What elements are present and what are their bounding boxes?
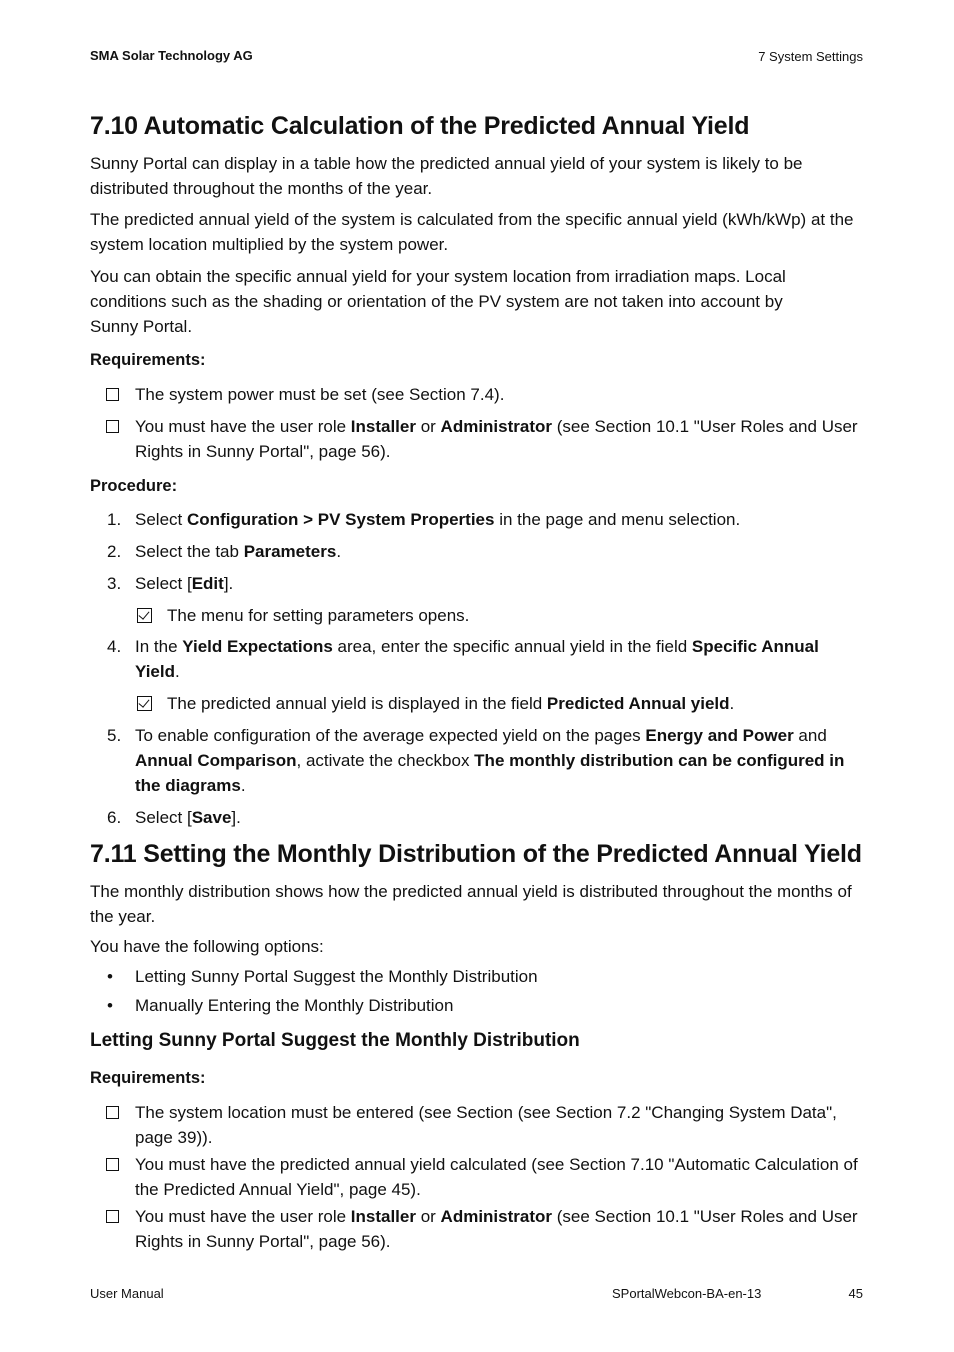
step-3-result: The menu for setting parameters opens. <box>167 606 470 625</box>
step-number: 5. <box>107 726 122 745</box>
section-710-req1: The system power must be set (see Section 7.4). <box>135 385 505 404</box>
section-711-requirements-label: Requirements: <box>90 1069 206 1087</box>
footer-doc-id: SPortalWebcon-BA-en-13 <box>612 1286 762 1301</box>
section-710-requirements-label: Requirements: <box>90 351 206 369</box>
section-711-req3: You must have the user role Installer or Administrator (see Section 10.1 "User Roles and User Rights in Sunny Portal", page 56). <box>135 1207 858 1251</box>
section-711-para1: The monthly distribution shows how the predicted annual yield is distributed throughout the months of the year. <box>90 882 852 926</box>
section-711-req1: The system location must be entered (see Section (see Section 7.2 "Changing System Data", page 39)). <box>135 1103 837 1147</box>
bullet-icon: • <box>107 996 113 1015</box>
section-711-title: 7.11 Setting the Monthly Distribution of the Predicted Annual Yield <box>90 840 862 868</box>
bullet-icon: • <box>107 967 113 986</box>
page-number: 45 <box>848 1286 863 1301</box>
step-number: 4. <box>107 637 122 656</box>
section-710-para1: Sunny Portal can display in a table how the predicted annual yield of your system is likely to be distributed throughout the months of the year. <box>90 154 803 198</box>
step-5: To enable configuration of the average expected yield on the pages Energy and Power and Annual Comparison, activate the checkbox The monthly distribution can be configured in the diagrams. <box>135 726 845 795</box>
step-number: 3. <box>107 574 122 593</box>
header-chapter: 7 System Settings <box>758 49 863 64</box>
step-1: Select Configuration > PV System Properties in the page and menu selection. <box>135 510 741 529</box>
result-check-icon <box>137 696 152 711</box>
section-710-title: 7.10 Automatic Calculation of the Predicted Annual Yield <box>90 112 750 140</box>
requirement-checkbox-icon <box>106 1210 119 1223</box>
requirement-checkbox-icon <box>106 388 119 401</box>
step-2: Select the tab Parameters. <box>135 542 342 561</box>
header-company: SMA Solar Technology AG <box>90 48 253 63</box>
step-3: Select [Edit]. <box>135 574 234 593</box>
section-710-req2: You must have the user role Installer or Administrator (see Section 10.1 "User Roles and User Rights in Sunny Portal", page 56). <box>135 417 858 461</box>
section-711-para2: You have the following options: <box>90 937 324 956</box>
section-710-para2: The predicted annual yield of the system is calculated from the specific annual yield (kWh/kWp) at the system location multiplied by the system power. <box>90 210 854 254</box>
requirement-checkbox-icon <box>106 1106 119 1119</box>
step-4: In the Yield Expectations area, enter the specific annual yield in the field Specific Annual Yield. <box>135 637 819 681</box>
step-number: 2. <box>107 542 122 561</box>
requirement-checkbox-icon <box>106 420 119 433</box>
step-6: Select [Save]. <box>135 808 241 827</box>
requirement-checkbox-icon <box>106 1158 119 1171</box>
step-4-result: The predicted annual yield is displayed in the field Predicted Annual yield. <box>167 694 735 713</box>
section-710-procedure-label: Procedure: <box>90 477 178 495</box>
section-710-para3: You can obtain the specific annual yield for your system location from irradiation maps. Local conditions such as the shading or orientation of the PV system are not taken into account by Sunny Portal. <box>90 267 786 336</box>
result-check-icon <box>137 608 152 623</box>
step-number: 6. <box>107 808 122 827</box>
option-item: Manually Entering the Monthly Distribution <box>135 996 454 1015</box>
option-item: Letting Sunny Portal Suggest the Monthly Distribution <box>135 967 538 986</box>
section-711-req2: You must have the predicted annual yield calculated (see Section 7.10 "Automatic Calculation of the Predicted Annual Yield", page 45). <box>135 1155 858 1199</box>
step-number: 1. <box>107 510 122 529</box>
subheading-suggest-distribution: Letting Sunny Portal Suggest the Monthly Distribution <box>90 1030 580 1051</box>
footer-manual: User Manual <box>90 1286 164 1301</box>
